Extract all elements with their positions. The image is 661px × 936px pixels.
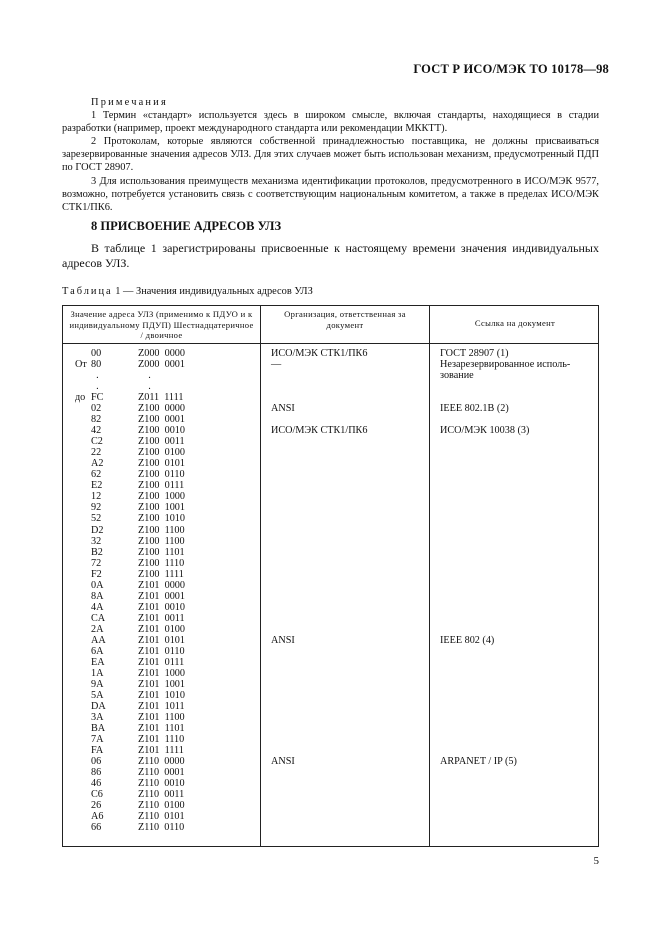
header-divider xyxy=(63,343,598,344)
hex-value: 82 xyxy=(91,414,102,426)
binary-value: Z100 0011 xyxy=(138,436,185,448)
organization-cell: ANSI xyxy=(271,756,295,768)
table-row xyxy=(63,381,600,392)
hex-value: 7A xyxy=(91,734,104,746)
table-row xyxy=(63,767,600,778)
table-row xyxy=(63,469,600,480)
binary-value: . xyxy=(138,381,151,393)
binary-value: Z000 0000 xyxy=(138,348,185,359)
hex-value: 00 xyxy=(91,348,102,359)
table-row xyxy=(63,811,600,822)
table-row xyxy=(63,668,600,679)
table-row xyxy=(63,679,600,690)
binary-value: Z110 0011 xyxy=(138,789,185,801)
hex-value: FC xyxy=(91,392,104,404)
binary-value: Z101 0000 xyxy=(138,579,185,591)
address-prefix: до xyxy=(75,392,86,404)
table-row xyxy=(63,635,600,646)
binary-value: Z011 1111 xyxy=(138,392,184,404)
binary-value: Z100 0100 xyxy=(138,447,185,459)
hex-value: 26 xyxy=(91,800,102,812)
table-row xyxy=(63,657,600,668)
table-row xyxy=(63,624,600,635)
reference-cell: зование xyxy=(440,370,474,382)
binary-value: Z100 1001 xyxy=(138,502,185,514)
hex-value: A6 xyxy=(91,811,104,823)
binary-value: Z101 1111 xyxy=(138,745,184,757)
hex-value: 4A xyxy=(91,601,104,613)
binary-value: Z110 0100 xyxy=(138,800,185,812)
table-caption-text: 1 — Значения индивидуальных адресов УЛЗ xyxy=(112,286,313,297)
table-row xyxy=(63,734,600,745)
table-row xyxy=(63,359,600,370)
binary-value: . xyxy=(138,370,151,382)
table-row xyxy=(63,513,600,524)
organization-cell: ANSI xyxy=(271,634,295,646)
hex-value: C6 xyxy=(91,789,103,801)
table-row xyxy=(63,436,600,447)
binary-value: Z101 0110 xyxy=(138,645,185,657)
table-row xyxy=(63,558,600,569)
hex-value: 12 xyxy=(91,491,102,503)
table-row xyxy=(63,458,600,469)
binary-value: Z101 0001 xyxy=(138,590,185,602)
section-title: 8 ПРИСВОЕНИЕ АДРЕСОВ УЛЗ xyxy=(91,219,282,233)
table-row xyxy=(63,591,600,602)
binary-value: Z100 0110 xyxy=(138,469,185,481)
binary-value: Z101 1100 xyxy=(138,712,185,724)
hex-value: 66 xyxy=(91,822,102,834)
reference-cell: ИСО/МЭК 10038 (3) xyxy=(440,425,530,437)
hex-value: 6A xyxy=(91,645,104,657)
hex-value: DA xyxy=(91,701,106,712)
hex-value: A2 xyxy=(91,458,104,470)
hex-value: BA xyxy=(91,723,106,735)
table-row xyxy=(63,822,600,833)
table-row xyxy=(63,712,600,723)
notes-block xyxy=(62,96,599,214)
table-row xyxy=(63,580,600,591)
hex-value: EA xyxy=(91,656,105,668)
hex-value: B2 xyxy=(91,546,103,558)
table-row xyxy=(63,480,600,491)
table-row xyxy=(63,491,600,502)
binary-value: Z101 0101 xyxy=(138,634,185,646)
hex-value: 02 xyxy=(91,403,102,415)
hex-value: 72 xyxy=(91,557,102,569)
table-row xyxy=(63,602,600,613)
hex-value: 2A xyxy=(91,623,104,635)
table-row xyxy=(63,613,600,624)
hex-value: 62 xyxy=(91,469,102,481)
table-row xyxy=(63,425,600,436)
binary-value: Z100 0000 xyxy=(138,403,185,415)
table-row xyxy=(63,536,600,547)
organization-cell: ИСО/МЭК СТК1/ПК6 xyxy=(271,348,368,359)
binary-value: Z100 1100 xyxy=(138,535,185,547)
table-row xyxy=(63,392,600,403)
table-row xyxy=(63,701,600,712)
binary-value: Z101 1010 xyxy=(138,689,185,701)
binary-value: Z101 0100 xyxy=(138,623,185,635)
table-row xyxy=(63,414,600,425)
hex-value: D2 xyxy=(91,524,104,536)
document-header: ГОСТ Р ИСО/МЭК ТО 10178—98 xyxy=(413,62,609,76)
binary-value: Z101 0011 xyxy=(138,612,185,624)
column-header-address: Значение адреса УЛЗ (применимо к ПДУО и к индивидуальному ПДУП) Шестнадцатеричное / двоичное xyxy=(69,309,254,341)
binary-value: Z000 0001 xyxy=(138,359,185,371)
binary-value: Z100 1110 xyxy=(138,557,185,569)
binary-value: Z100 0111 xyxy=(138,480,185,492)
reference-cell: ГОСТ 28907 (1) xyxy=(440,348,509,359)
binary-value: Z110 0010 xyxy=(138,778,185,790)
hex-value: 06 xyxy=(91,756,102,768)
organization-cell: ANSI xyxy=(271,403,295,415)
note-2: 2 Протоколам, которые являются собственной принадлежностью поставщика, не должны присваиваться зарезервированные значения адресов УЛЗ. Для этих случаев может быть использован механизм, предусмотренный ПДП по ГОСТ 28907. xyxy=(62,136,599,174)
table-row xyxy=(63,569,600,580)
table-row xyxy=(63,403,600,414)
binary-value: Z100 1100 xyxy=(138,524,185,536)
binary-value: Z110 0101 xyxy=(138,811,185,823)
notes-heading: Примечания xyxy=(91,97,168,108)
hex-value: C2 xyxy=(91,436,103,448)
hex-value: 42 xyxy=(91,425,102,437)
column-header-reference: Ссылка на документ xyxy=(474,318,556,328)
table-row xyxy=(63,745,600,756)
reference-cell: Незарезервированное исполь- xyxy=(440,359,571,371)
table-row xyxy=(63,547,600,558)
hex-value: 92 xyxy=(91,502,102,514)
table-caption xyxy=(62,286,313,297)
note-3: 3 Для использования преимуществ механизма идентификации протоколов, предусмотренного в ИСО/МЭК 9577, возможно, потребуется установить связь с соответствующим национальным комитетом, а также в пределах ИСО/МЭК СТК1/ПК6. xyxy=(62,175,599,213)
hex-value: 9A xyxy=(91,678,104,690)
reference-cell: IEEE 802.1B (2) xyxy=(440,403,509,415)
binary-value: Z100 1101 xyxy=(138,546,185,558)
table-row xyxy=(63,502,600,513)
table-row xyxy=(63,723,600,734)
binary-value: Z100 0010 xyxy=(138,425,185,437)
hex-value: 1A xyxy=(91,667,104,679)
binary-value: Z101 0010 xyxy=(138,601,185,613)
binary-value: Z110 0110 xyxy=(138,822,185,834)
binary-value: Z101 1011 xyxy=(138,701,185,712)
hex-value: 8A xyxy=(91,590,104,602)
binary-value: Z101 1000 xyxy=(138,667,185,679)
hex-value: 32 xyxy=(91,535,102,547)
address-prefix: От xyxy=(75,359,87,371)
intro-paragraph: В таблице 1 зарегистрированы присвоенные к настоящему времени значения индивидуальных адресов УЛЗ. xyxy=(62,241,599,270)
reference-cell: ARPANET / IP (5) xyxy=(440,756,517,768)
binary-value: Z110 0001 xyxy=(138,767,185,779)
table-row xyxy=(63,447,600,458)
hex-value: 86 xyxy=(91,767,102,779)
binary-value: Z101 1101 xyxy=(138,723,185,735)
table-body xyxy=(63,348,600,833)
hex-value: 52 xyxy=(91,513,102,525)
table-row xyxy=(63,789,600,800)
hex-value: . xyxy=(91,381,99,393)
reference-cell: IEEE 802 (4) xyxy=(440,634,495,646)
table-caption-label: Таблица xyxy=(62,286,113,297)
table-row xyxy=(63,646,600,657)
binary-value: Z100 1000 xyxy=(138,491,185,503)
binary-value: Z101 0111 xyxy=(138,656,185,668)
table-row xyxy=(63,756,600,767)
page-number: 5 xyxy=(593,855,599,867)
table-row xyxy=(63,690,600,701)
hex-value: . xyxy=(91,370,99,382)
hex-value: E2 xyxy=(91,480,103,492)
hex-value: 3A xyxy=(91,712,104,724)
table-row xyxy=(63,525,600,536)
hex-value: 46 xyxy=(91,778,102,790)
table-row xyxy=(63,778,600,789)
hex-value: FA xyxy=(91,745,104,757)
column-header-organization: Организация, ответственная за документ xyxy=(284,309,406,330)
table-row xyxy=(63,800,600,811)
binary-value: Z101 1001 xyxy=(138,678,185,690)
binary-value: Z100 0101 xyxy=(138,458,185,470)
note-1: 1 Термин «стандарт» используется здесь в широком смысле, включая стандарты, находящиеся в стадии разработки (например, проект международного стандарта или рекомендации МККТТ). xyxy=(62,110,599,135)
address-table xyxy=(62,305,599,847)
organization-cell: — xyxy=(271,359,282,371)
table-row xyxy=(63,348,600,359)
binary-value: Z101 1110 xyxy=(138,734,185,746)
hex-value: 22 xyxy=(91,447,102,459)
hex-value: AA xyxy=(91,634,106,646)
hex-value: 5A xyxy=(91,689,104,701)
binary-value: Z100 1010 xyxy=(138,513,185,525)
binary-value: Z100 0001 xyxy=(138,414,185,426)
table-row xyxy=(63,370,600,381)
hex-value: 80 xyxy=(91,359,102,371)
binary-value: Z100 1111 xyxy=(138,568,184,580)
hex-value: 0A xyxy=(91,579,104,591)
binary-value: Z110 0000 xyxy=(138,756,185,768)
organization-cell: ИСО/МЭК СТК1/ПК6 xyxy=(271,425,368,437)
hex-value: F2 xyxy=(91,568,102,580)
hex-value: CA xyxy=(91,612,106,624)
